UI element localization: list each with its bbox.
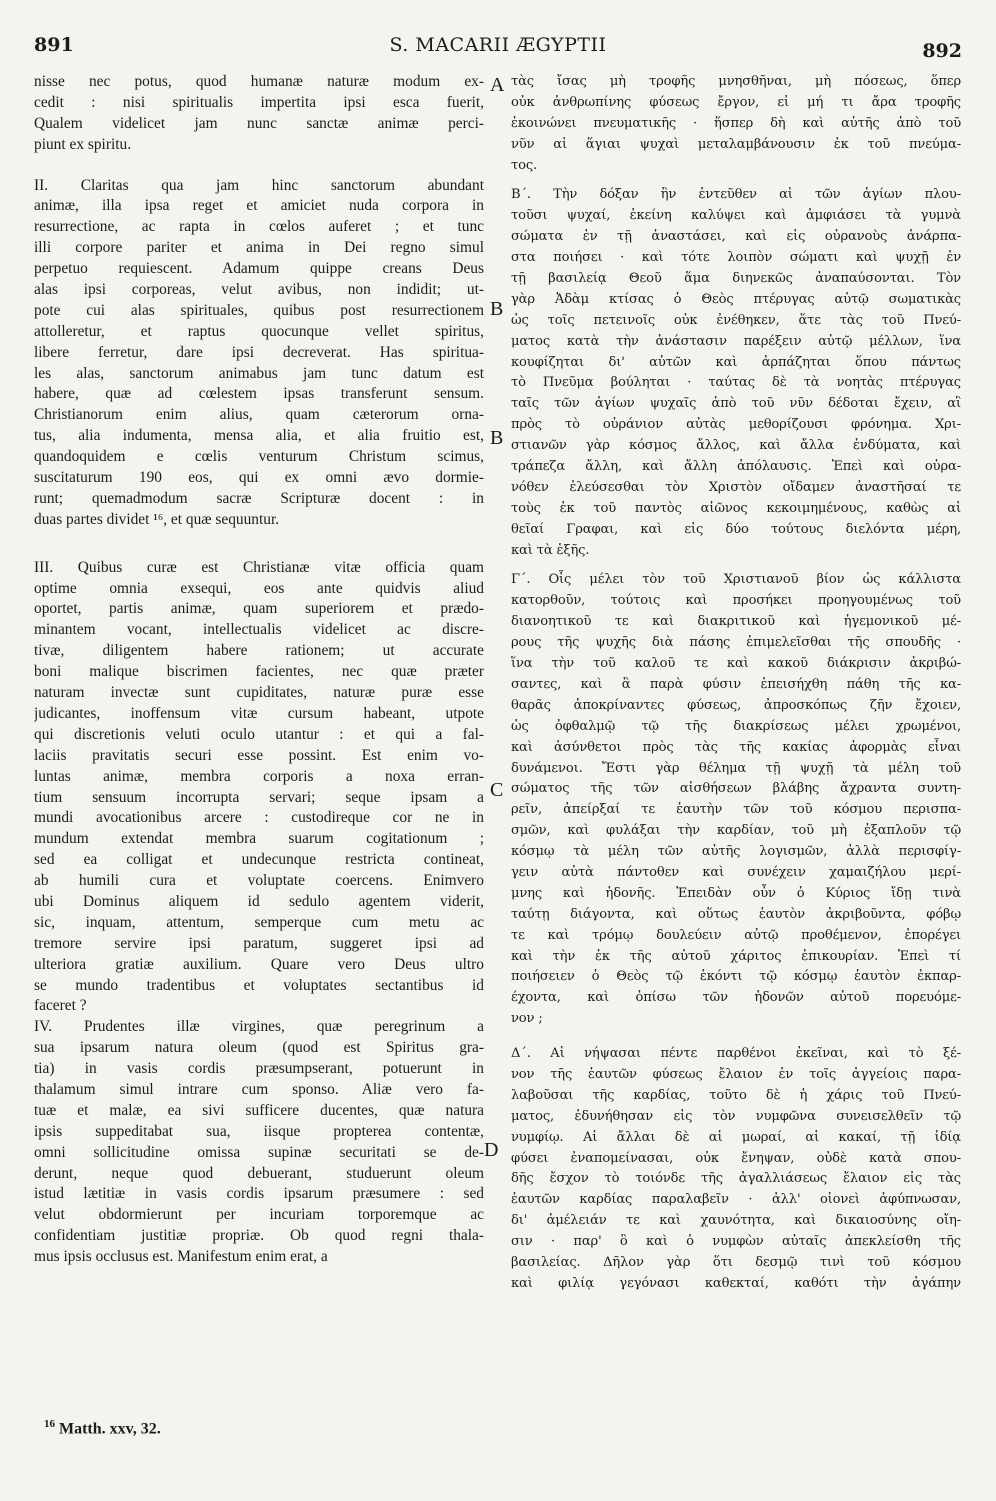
text-line: duas partes dividet ¹⁶, et quæ sequuntur. (34, 510, 280, 528)
text-line: ἐκοινώνει πνευματικῆς · ἥσπερ δὴ καὶ αὐτῆς ἀπὸ τοῦ (511, 115, 961, 131)
text-line: ἵνα τὴν τοῦ καλοῦ τε καὶ κακοῦ διάκρισιν ἀκριβώ- (511, 656, 961, 672)
latin-column (34, 72, 484, 1268)
text-line: suscitaturum 190 eos, qui ex omni ævo dormie- (34, 469, 484, 487)
text-line: animæ, illa ipsa reget et amiciet nuda corpora in (34, 197, 484, 215)
text-line: ματος κατὰ τὴν ἀνάστασιν παρέξειν αὐτῷ μέλλων, ἵνα (511, 333, 961, 349)
text-line: κόσμῳ τὰ μέλη τῶν αὐτῆς λογισμῶν, ἀλλὰ περισφίγ- (511, 844, 961, 860)
text-line: σιν · παρ' ὃ καὶ ὁ νυμφὼν αὐταῖς ἀπεκλείσθη τῆς (511, 1234, 961, 1250)
text-line: mundi avocationibus arcere : custodireque cor ne in (34, 809, 484, 827)
text-line: πρὸς τὸ οὐράνιον αὐτὰς μεθορίζουσι φρόνημα. Χρι- (511, 417, 961, 433)
section-marker-b-2: B (490, 427, 504, 449)
text-line: νόθεν ἐλεύσεσθαι τὸν Χριστὸν οἴδαμεν ἀναστῆσαί τε (511, 479, 961, 495)
text-line: perpetuo requiescent. Adamum quippe creans Deus (34, 260, 484, 278)
text-line: βασιλείας. Δῆλον γὰρ ὅτι δεσμῷ τινὶ τοῦ κόσμου (511, 1254, 961, 1270)
text-line: runt; quemadmodum sacræ Scripturæ docent : in (34, 489, 484, 507)
text-line: se mundo tradentibus et voluptates sectantibus id (34, 976, 484, 994)
text-line: δῆς ἔσχον τὸ τοιόνδε τῆς ἀγαλλιάσεως ἔλαιον εἰς τὰς (511, 1171, 961, 1187)
text-line: alas ipsi corporeas, velut avibus, non indidit; ut- (34, 281, 484, 299)
text-line: τε καὶ τρόμῳ δουλεύειν αὐτῷ προθέμενον, ἐπορέγει (511, 927, 961, 943)
text-line: luntas animæ, membra corporis a noxa erran- (34, 767, 484, 785)
text-line: διανοητικοῦ τε καὶ διακριτικοῦ καὶ ἡγεμονικοῦ μέ- (511, 614, 961, 630)
text-line: tremore servire ipsi paratum, suggeret ipsi ad (34, 934, 484, 952)
text-line: attolleretur, et raptus quocunque vellet spiritus, (34, 322, 484, 340)
text-line: piunt ex spiritu. (34, 135, 132, 153)
text-line: καὶ ἀσύνθετοι πρὸς τὰς τῆς κακίας ἀφορμὰς εἶναι (511, 739, 961, 755)
footnote-mark: 16 (44, 1418, 55, 1430)
text-line: καὶ τὴν ἐκ τῆς αὐτοῦ χάριτος ἐπικουρίαν. Ἐπεὶ τί (511, 948, 961, 964)
text-line: ταῖς τῶν ἁγίων ψυχαῖς ἀπὸ τοῦ νῦν δέδοται ἔχειν, αἳ (511, 396, 961, 412)
section-marker-a: A (490, 74, 505, 96)
text-line: στα ποιήσει · καὶ τότε λοιπὸν σώματι καὶ ψυχῇ ἐν (511, 250, 961, 266)
text-line: στιανῶν γὰρ κόσμος ἄλλος, καὶ ἄλλα ἐνδύματα, καὶ (511, 438, 961, 454)
text-line: ταύτῃ διάγοντα, καὶ οὕτως ἑαυτὸν ἀκριβοῦντα, φόβῳ (511, 906, 961, 922)
page-number-right: 892 (922, 40, 962, 62)
text-line: μνης καὶ ἡδονῆς. Ἐπειδὰν οὖν ὁ Κύριος ἴδῃ τινὰ (511, 885, 961, 901)
text-line: tium sensuum incorrupta servari; seque ipsam a (34, 788, 484, 806)
text-line: καὶ φιλίᾳ γεγόνασι καθεκταί, καθότι τὴν ἀγάπην (511, 1275, 961, 1291)
text-line: ipsis suppeditabat sua, iisque propterea contentæ, (34, 1122, 484, 1140)
text-line: sic, inquam, attentum, semperque cum metu ac (34, 913, 484, 931)
text-line: II. Claritas qua jam hinc sanctorum abundant (34, 176, 484, 194)
text-line: κουφίζηται δι' αὐτῶν καὶ ἁρπάζηται ὅπου πάντως (511, 354, 961, 370)
text-line: tia) in vasis cordis præsumpserant, potuerunt in (34, 1060, 484, 1078)
text-line: σώματος τῆς τῶν αἰσθήσεων βλάβης ἄχραντα συντη- (511, 781, 961, 797)
text-line: ματος, ἐδυνήθησαν εἰς τὸν νυμφῶνα συνεισελθεῖν τῷ (511, 1108, 961, 1124)
page-number-left: 891 (34, 34, 74, 56)
text-line: φύσει ἐναπομείνασαι, οὐκ ἔνηψαν, οὐδὲ κατὰ σπου- (511, 1150, 961, 1166)
text-line: ἑαυτῶν καρδίας παραλαβεῖν · ἀλλ' οἱονεὶ ἀφύπνωσαν, (511, 1192, 961, 1208)
text-line: sed ea colligat et undecunque restricta contineat, (34, 851, 484, 869)
text-line: omni sollicitudine omissa supinæ securitati se de- (34, 1143, 484, 1161)
text-line: κατορθοῦν, τούτοις καὶ προσήκει προηγουμένως τοῦ (511, 593, 961, 609)
section-marker-d: D (484, 1139, 499, 1161)
text-line: θεῖαί Γραφαι, καὶ εἰς δύο τούτους διελόντα μέρη, (511, 521, 961, 537)
text-line: nisse nec potus, quod humanæ naturæ modum ex- (34, 73, 484, 90)
text-line: τος. (511, 157, 538, 173)
text-line: ὡς τοῖς πετεινοῖς οὐκ ἐνέθηκεν, ἅτε τὰς τοῦ Πνεύ- (511, 312, 961, 328)
text-line: Δ΄. Αἱ νήψασαι πέντε παρθένοι ἐκεῖναι, καὶ τὸ ξέ- (511, 1046, 961, 1062)
text-line: minantem vocant, intellectualis videlicet ac discre- (34, 621, 484, 639)
text-line: νῦν αἱ ἅγιαι ψυχαὶ μεταλαμβάνουσιν ἐκ τοῦ πνεύμα- (511, 136, 961, 152)
text-line: qui discretionis veluti oculo utantur : et qui a fal- (34, 725, 484, 743)
text-line: derunt, neque quod debuerant, studuerunt oleum (34, 1164, 484, 1182)
text-line: quandoquidem e cœlis venturum Christum scimus, (34, 448, 484, 466)
text-line: mus ipsis occlusus est. Manifestum enim erat, a (34, 1248, 328, 1266)
text-line: illi corpore pariter et anima in Dei regno simul (34, 239, 484, 257)
text-line: sua ipsarum natura oleum (quod est Spiritus gra- (34, 1039, 484, 1057)
text-line: τὰς ἴσας μὴ τροφῆς μνησθῆναι, μὴ πόσεως, ὅπερ (511, 74, 961, 89)
text-line: oportet, partis animæ, quam superiorem et prædo- (34, 600, 484, 618)
text-line: IV. Prudentes illæ virgines, quæ peregrinum a (34, 1018, 484, 1036)
text-line: ab humili cura et voluptate coercens. Enimvero (34, 872, 484, 890)
text-line: Γ΄. Οἷς μέλει τὸν τοῦ Χριστιανοῦ βίον ὡς κάλλιστα (511, 572, 961, 588)
text-line: θαρᾶς ἀποκρίναντες φύσεως, ἀπροσκόπως ζῆν ἔχοιεν, (511, 697, 961, 713)
text-line: istud lætitiæ in vasis cordis ipsarum præsumere : sed (34, 1185, 484, 1203)
text-line: νυμφίῳ. Αἱ ἄλλαι δὲ αἱ μωραί, αἱ κακαί, τῇ ἰδίᾳ (511, 1129, 961, 1145)
text-line: λαβοῦσαι τῆς καρδίας, τοῦτο δὲ ἡ χάρις τοῦ Πνεύ- (511, 1087, 961, 1103)
text-line: σώματα ἐν τῇ ἀναστάσει, καὶ εἰς οὐρανοὺς ἀνάρπα- (511, 229, 961, 245)
text-line: tuæ et malæ, ea sivi sufficere ducentes, quæ natura (34, 1101, 484, 1119)
text-line: cedit : nisi spiritualis impertita ipsi esca fuerit, (34, 93, 484, 111)
text-line: faceret ? (34, 997, 87, 1015)
text-line: νον ; (511, 1011, 543, 1027)
text-line: tus, alia indumenta, mensa alia, et alia fruitio est, (34, 427, 484, 445)
text-line: les alas, sanctorum animabus jam tunc datum est (34, 364, 484, 382)
text-line: σαντες, καὶ ἃ παρὰ φύσιν ἐπεισήχθη πάθη τῆς κα- (511, 676, 961, 692)
section-marker-c: C (490, 779, 504, 801)
text-line: οὐκ ἀνθρωπίνης φύσεως ἔργον, εἰ μή τι ἄρα τροφῆς (511, 94, 961, 110)
text-line: thalamum simul intrare cum sponso. Aliæ vero fa- (34, 1080, 484, 1098)
text-line: resurrectione, ac rapta in cœlos auferet ; et tunc (34, 218, 484, 236)
text-line: naturam invectæ sunt cupiditates, naturæ puræ esse (34, 684, 484, 702)
text-line: ποιήσειεν ὁ Θεὸς τῷ ἑκόντι τῷ κόσμῳ ἑαυτὸν ἐκπαρ- (511, 969, 961, 985)
greek-column (511, 72, 961, 1295)
running-title: S. MACARII ÆGYPTII (389, 34, 607, 56)
text-line: confidentiam justitiæ propriæ. Ob quod regni thala- (34, 1227, 484, 1245)
text-line: δυνάμενοι. Ἔστι γὰρ θέλημα τῇ ψυχῇ τὰ μέλη τοῦ (511, 760, 961, 776)
text-line: γειν αὐτὰ πάντοθεν καὶ συνέχειν χαμαιζήλου μερί- (511, 864, 961, 880)
text-line: ὡς ὀφθαλμῷ τῷ τῆς διακρίσεως μέλει χρωμένοι, (511, 718, 961, 734)
text-line: νον τῆς ἑαυτῶν φύσεως ἔλαιον ἐν τοῖς ἀγγείοις παρα- (511, 1066, 961, 1082)
text-line: Β΄. Τὴν δόξαν ἣν ἐντεῦθεν αἱ τῶν ἁγίων πλου- (511, 187, 961, 203)
footnote-text: Matth. xxv, 32. (59, 1420, 161, 1438)
text-line: τῇ βασιλείᾳ Θεοῦ ἅμα διηνεκῶς ἀναπαύσονται. Τὸν (511, 271, 961, 287)
text-line: ubi Dominus aliquem id sedulo agentem viderit, (34, 892, 484, 910)
text-line: habere, quæ ad cœlestem ipsas transferunt sensum. (34, 385, 484, 403)
text-line: mundum extendat membra suarum cogitationum ; (34, 830, 484, 848)
text-line: έχοντα, καὶ ὀπίσω τῶν ἡδονῶν αὐτοῦ πορευόμε- (511, 990, 961, 1006)
text-line: ulteriora gratiæ auxilium. Quare vero Deus ultro (34, 955, 484, 973)
text-line: τράπεζα ἄλλη, καὶ ἄλλη ἀπόλαυσις. Ἐπεὶ καὶ οὐρα- (511, 459, 961, 475)
footnote (44, 1418, 161, 1438)
text-line: pote cui alas spirituales, quibus post resurrectionem (34, 301, 484, 319)
text-line: ρους τῆς ψυχῆς διὰ πάσης ἐπιμελεῖσθαι τῆς σπουδῆς · (511, 635, 961, 651)
text-line: velut obdormierunt per incuriam torporemque ac (34, 1206, 484, 1224)
text-line: III. Quibus curæ est Christianæ vitæ officia quam (34, 558, 484, 576)
section-marker-b: B (490, 298, 504, 320)
text-line: optime omnia exsequi, eos ante quidvis aliud (34, 579, 484, 597)
text-line: τοῦσι ψυχαί, ἐκείνη καλύψει καὶ ἀμφιάσει τὰ γυμνὰ (511, 208, 961, 224)
page-header (34, 34, 962, 62)
text-line: tivæ, diligentem habere rationem; ut accurate (34, 642, 484, 660)
text-line: Qualem videlicet jam nunc sanctæ animæ perci- (34, 114, 484, 132)
text-line: σμῶν, καὶ φυλάξαι τὴν καρδίαν, τοῦ μὴ ἐξαπλοῦν τῷ (511, 823, 961, 839)
text-line: libere ferretur, dare ipsi decreverat. Has spiritua- (34, 343, 484, 361)
text-line: καὶ τὰ ἑξῆς. (511, 542, 590, 558)
text-line: laciis pravitatis securi esse possint. Est enim vo- (34, 746, 484, 764)
text-line: boni malique biscrimen facientes, nec quæ præter (34, 663, 484, 681)
text-line: ρεῖν, ἀπείρξαί τε ἑαυτὴν τῶν τοῦ κόσμου περισπα- (511, 802, 961, 818)
text-line: δι' ἀμέλειάν τε καὶ χαυνότητα, καὶ δικαιοσύνης οἴη- (511, 1213, 961, 1229)
text-line: Christianorum enim alius, quam cæterorum orna- (34, 406, 484, 424)
text-line: τοὺς ἐκ τοῦ παντὸς αἰῶνος κεκοιμημένους, καθὼς αἱ (511, 500, 961, 516)
text-line: τὸ Πνεῦμα βούληται · ταύτας δὲ τὰ νοητὰς πτέρυγας (511, 375, 961, 391)
text-line: γὰρ Ἀδὰμ κτίσας ὁ Θεὸς πτέρυγας αὐτῷ σωματικὰς (511, 291, 961, 307)
text-line: judicantes, inoffensum vitæ cursum habeant, utpote (34, 704, 484, 722)
